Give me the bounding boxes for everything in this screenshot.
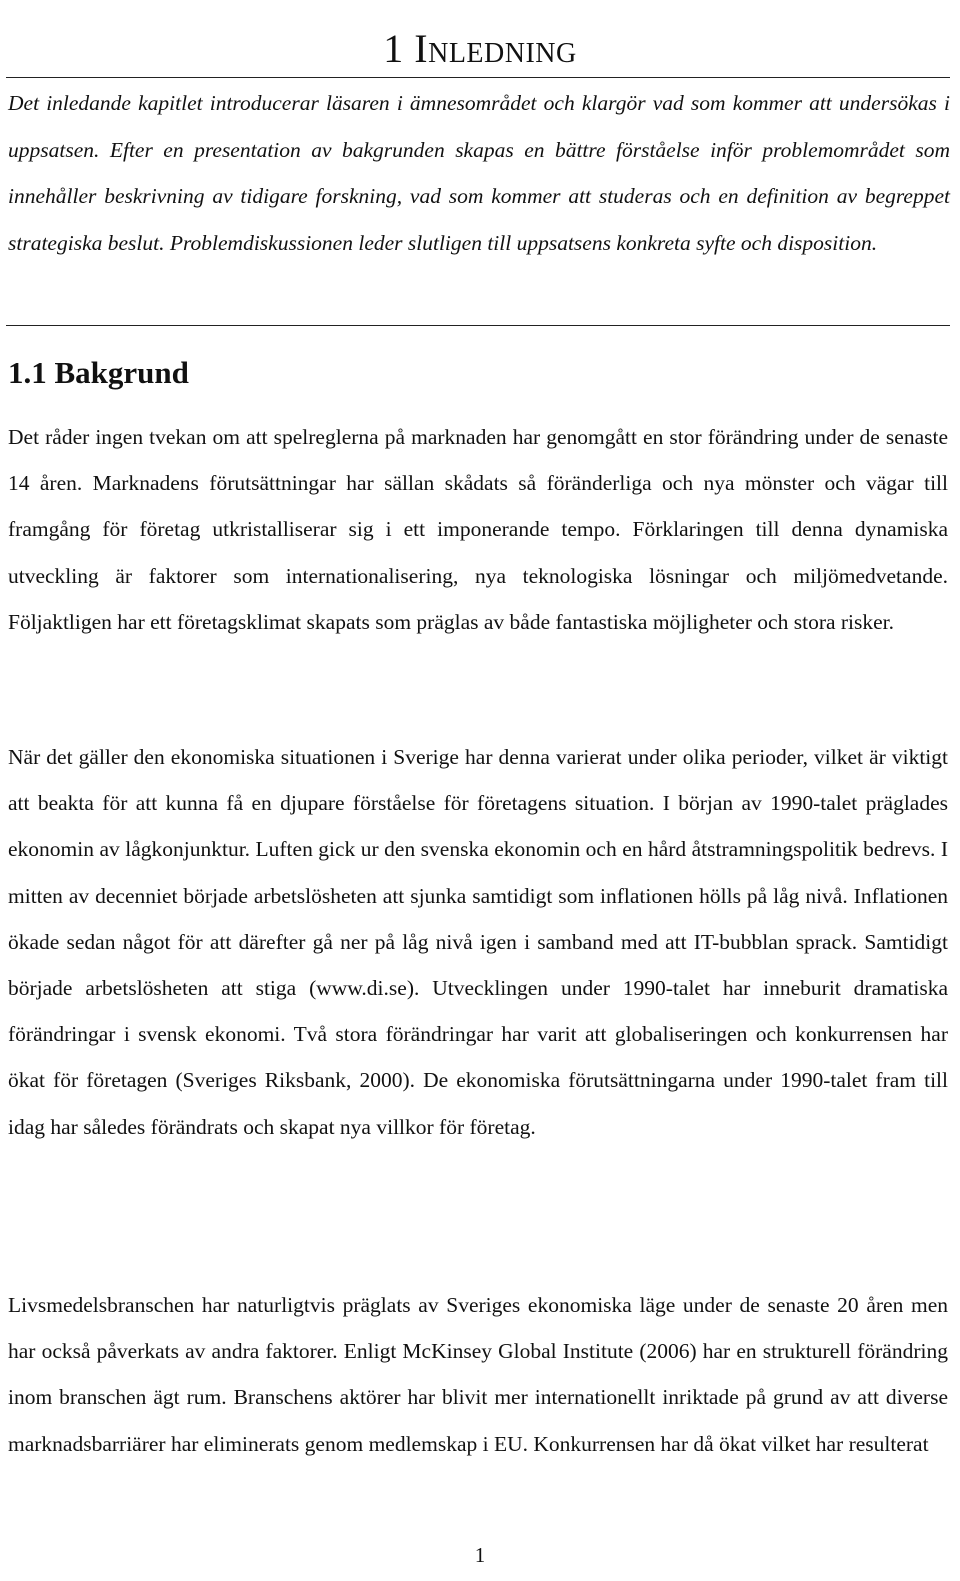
chapter-intro: Det inledande kapitlet introducerar läsaren i ämnesområdet och klargör vad som kommer att undersökas i uppsatsen. Efter en presentation av bakgrunden skapas en bättre förståelse inför problemområdet som innehåller beskrivning av tidigare forskning, vad som kommer att studeras och en definition av begreppet strategiska beslut. Problemdiskussionen leder slutligen till uppsatsens konkreta syfte och disposition. bbox=[8, 91, 950, 255]
bottom-divider bbox=[6, 325, 950, 326]
body-paragraph: Livsmedelsbranschen har naturligtvis präglats av Sveriges ekonomiska läge under de senaste 20 åren men har också påverkats av andra faktorer. Enligt McKinsey Global Institute (2006) har en strukturell förändring inom branschen ägt rum. Branschens aktörer har blivit mer internationellt inriktade på grund av att diverse marknadsbarriärer har eliminerats genom medlemskap i EU. Konkurrensen har då ökat vilket har resulterat bbox=[8, 1293, 948, 1456]
chapter-title-initial: I bbox=[414, 25, 429, 71]
body-paragraph: När det gäller den ekonomiska situationen i Sverige har denna varierat under olika perioder, vilket är viktigt att beakta för att kunna få en djupare förståelse för företagens situation. I början av 1990-talet präglades ekonomin av lågkonjunktur. Luften gick ur den svenska ekonomin och en hård åtstramningspolitik bedrevs. I mitten av decenniet började arbetslösheten att sjunka samtidigt som inflationen hölls på låg nivå. Inflationen ökade sedan något för att därefter gå ner på låg nivå igen i samband med att IT-bubblan sprack. Samtidigt började arbetslösheten att stiga (www.di.se). Utvecklingen under 1990-talet har inneburit dramatiska förändringar i svensk ekonomi. Två stora förändringar har varit att globaliseringen och konkurrensen har ökat för företagen (Sveriges Riksbank, 2000). De ekonomiska förutsättningarna under 1990-talet fram till idag har således förändrats och skapat nya villkor för företag. bbox=[8, 745, 948, 1139]
page-number: 1 bbox=[474, 1543, 486, 1567]
section-heading: 1.1 Bakgrund bbox=[8, 355, 189, 390]
chapter-title-rest: nledning bbox=[428, 25, 577, 71]
chapter-number: 1 bbox=[383, 25, 404, 71]
chapter-title bbox=[0, 27, 960, 71]
top-divider bbox=[6, 77, 950, 78]
body-paragraph: Det råder ingen tvekan om att spelreglerna på marknaden har genomgått en stor förändring under de senaste 14 åren. Marknadens förutsättningar har sällan skådats så föränderliga och nya mönster och vägar till framgång för företag utkristalliserar sig i ett imponerande tempo. Förklaringen till denna dynamiska utveckling är faktorer som internationalisering, nya teknologiska lösningar och miljömedvetande. Följaktligen har ett företagsklimat skapats som präglas av både fantastiska möjligheter och stora risker. bbox=[8, 425, 948, 634]
